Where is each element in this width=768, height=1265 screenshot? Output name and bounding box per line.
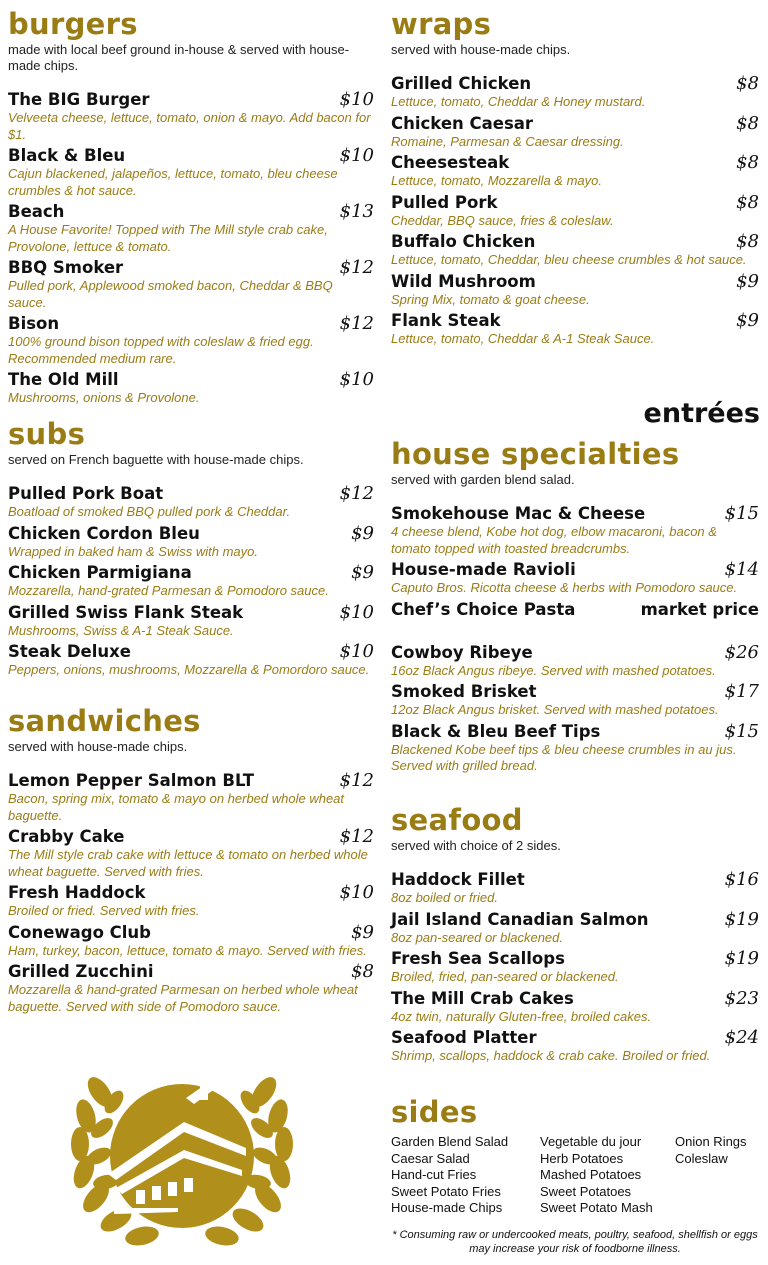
menu-item-header bbox=[391, 722, 759, 742]
menu-item-header bbox=[8, 90, 374, 110]
menu-item-name: Seafood Platter bbox=[391, 1028, 537, 1047]
menu-item-price: $24 bbox=[724, 1027, 759, 1048]
menu-item-name: Chicken Cordon Bleu bbox=[8, 523, 200, 543]
menu-item-price: $10 bbox=[339, 89, 374, 110]
menu-item-description: Mozzarella, hand-grated Parmesan & Pomodoro sauce. bbox=[8, 583, 329, 598]
menu-item-price: $8 bbox=[736, 231, 759, 252]
burgers-title: burgers bbox=[8, 7, 138, 41]
menu-item-name: Pulled Pork Boat bbox=[8, 484, 164, 503]
menu-item-description: Boatload of smoked BBQ pulled pork & Cheddar. bbox=[8, 504, 291, 519]
menu-item-price: $12 bbox=[339, 483, 374, 504]
sandwiches-items bbox=[8, 771, 374, 1015]
menu-item-name: Fresh Sea Scallops bbox=[391, 949, 565, 968]
menu-item bbox=[391, 682, 759, 719]
menu-item bbox=[8, 370, 374, 407]
menu-item-header bbox=[391, 153, 759, 173]
menu-item bbox=[391, 949, 759, 986]
menu-item-price: $9 bbox=[736, 270, 759, 292]
menu-item-description: A House Favorite! Topped with The Mill style crab cake, Provolone, lettuce & tomato. bbox=[8, 222, 328, 254]
menu-item-name: Smokehouse Mac & Cheese bbox=[391, 504, 646, 523]
menu-item-name: Chef’s Choice Pasta bbox=[391, 599, 576, 619]
menu-item-name: Grilled Swiss Flank Steak bbox=[8, 602, 244, 622]
menu-item-header bbox=[8, 642, 374, 662]
side-item: Garden Blend Salad bbox=[391, 1134, 509, 1149]
menu-item-name: Buffalo Chicken bbox=[391, 232, 536, 251]
side-item: Coleslaw bbox=[675, 1150, 728, 1166]
menu-item bbox=[391, 114, 759, 151]
sides-column bbox=[540, 1134, 675, 1217]
menu-item-description: Lettuce, tomato, Mozzarella & mayo. bbox=[391, 173, 602, 188]
menu-item-header bbox=[8, 314, 374, 334]
menu-item-header bbox=[8, 923, 374, 943]
side-item: Sweet Potato Mash bbox=[540, 1200, 653, 1215]
menu-item-header bbox=[8, 563, 374, 583]
sides-list bbox=[391, 1134, 759, 1217]
menu-item-name: Cowboy Ribeye bbox=[391, 642, 533, 662]
side-item: Sweet Potato Fries bbox=[391, 1183, 501, 1199]
menu-item-header bbox=[391, 949, 759, 969]
menu-item-header bbox=[8, 202, 374, 222]
menu-item-header bbox=[391, 682, 759, 702]
menu-item-header bbox=[8, 370, 374, 390]
menu-item-name: Grilled Zucchini bbox=[8, 962, 154, 981]
item-spacer bbox=[391, 623, 759, 643]
menu-item bbox=[8, 642, 374, 679]
menu-item bbox=[391, 311, 759, 348]
menu-item-price: market price bbox=[640, 599, 759, 619]
menu-item-description: Shrimp, scallops, haddock & crab cake. Broiled or fried. bbox=[391, 1048, 711, 1063]
menu-item-header bbox=[391, 193, 759, 213]
menu-item-header bbox=[8, 258, 374, 278]
menu-item-price: $19 bbox=[724, 908, 759, 930]
subs-title: subs bbox=[8, 417, 86, 451]
menu-item-name: Conewago Club bbox=[8, 922, 151, 942]
menu-item-header bbox=[391, 989, 759, 1009]
menu-item-name: Beach bbox=[8, 202, 65, 221]
menu-item-description: Wrapped in baked ham & Swiss with mayo. bbox=[8, 543, 258, 559]
menu-item-header bbox=[391, 870, 759, 890]
menu-item-header bbox=[8, 771, 374, 791]
menu-item bbox=[8, 563, 374, 600]
menu-item-name: Steak Deluxe bbox=[8, 642, 131, 661]
menu-item-name: Jail Island Canadian Salmon bbox=[391, 909, 649, 929]
menu-item-name: Cheesesteak bbox=[391, 153, 510, 172]
menu-item-name: Chicken Caesar bbox=[391, 113, 534, 133]
menu-item-description: Velveeta cheese, lettuce, tomato, onion & mayo. Add bacon for $1. bbox=[8, 110, 371, 142]
burgers-subtitle: made with local beef ground in-house & served with house-made chips. bbox=[8, 42, 350, 73]
menu-item bbox=[391, 74, 759, 111]
menu-item-name: The BIG Burger bbox=[8, 90, 150, 109]
menu-item bbox=[8, 258, 374, 311]
menu-item bbox=[391, 193, 759, 230]
menu-item-price: $8 bbox=[351, 961, 374, 982]
menu-item-description: Cheddar, BBQ sauce, fries & coleslaw. bbox=[391, 212, 614, 228]
menu-item bbox=[391, 272, 759, 309]
menu-item-description: Peppers, onions, mushrooms, Mozzarella & Pomordoro sauce. bbox=[8, 662, 370, 677]
house-specialties-title: house specialties bbox=[391, 437, 680, 471]
menu-item-header bbox=[391, 910, 759, 930]
wraps-subtitle: served with house-made chips. bbox=[391, 42, 571, 57]
menu-item-price: $8 bbox=[736, 191, 759, 213]
menu-item-description: Caputo Bros. Ricotta cheese & herbs with Pomodoro sauce. bbox=[391, 580, 738, 595]
menu-item bbox=[391, 643, 759, 680]
side-item: Sweet Potatoes bbox=[540, 1183, 632, 1199]
menu-item-description: Mushrooms, Swiss & A-1 Steak Sauce. bbox=[8, 622, 234, 638]
side-item: Hand-cut Fries bbox=[391, 1167, 477, 1182]
menu-item-header bbox=[8, 484, 374, 504]
menu-item-price: $8 bbox=[736, 152, 759, 173]
menu-item-price: $26 bbox=[724, 641, 759, 663]
menu-item-description: Romaine, Parmesan & Caesar dressing. bbox=[391, 133, 624, 149]
menu-item-header bbox=[8, 524, 374, 544]
sandwiches-section bbox=[8, 705, 374, 1018]
menu-item-name: The Old Mill bbox=[8, 370, 119, 389]
menu-item-description: Mozzarella & hand-grated Parmesan on herbed whole wheat baguette. Served with side of Pomodoro sauce. bbox=[8, 982, 358, 1014]
menu-item-description: Broiled, fried, pan-seared or blackened. bbox=[391, 969, 619, 984]
menu-item-description: 8oz pan-seared or blackened. bbox=[391, 929, 564, 945]
foodborne-illness-disclaimer: * Consuming raw or undercooked meats, poultry, seafood, shellfish or eggs may increase your risk of foodborne illness. bbox=[392, 1229, 758, 1255]
menu-item-name: Lemon Pepper Salmon BLT bbox=[8, 771, 255, 790]
menu-item-price: $9 bbox=[351, 921, 374, 943]
menu-item-price: $17 bbox=[724, 681, 759, 702]
menu-item bbox=[391, 504, 759, 557]
menu-item bbox=[391, 232, 759, 269]
menu-item-price: $10 bbox=[339, 601, 374, 623]
menu-item-header bbox=[391, 504, 759, 524]
menu-item-name: BBQ Smoker bbox=[8, 258, 124, 277]
sandwiches-subtitle: served with house-made chips. bbox=[8, 739, 188, 754]
menu-item-price: $10 bbox=[339, 369, 374, 390]
seafood-subtitle: served with choice of 2 sides. bbox=[391, 838, 561, 853]
sides-column bbox=[675, 1134, 747, 1217]
wraps-section bbox=[391, 8, 759, 351]
menu-item-price: $8 bbox=[736, 73, 759, 94]
side-item: Mashed Potatoes bbox=[540, 1167, 642, 1182]
seafood-section bbox=[391, 804, 759, 1068]
menu-item bbox=[8, 202, 374, 255]
menu-item-price: $12 bbox=[339, 257, 374, 278]
menu-item bbox=[8, 771, 374, 824]
sides-column bbox=[391, 1134, 540, 1217]
menu-item bbox=[391, 989, 759, 1026]
menu-item bbox=[391, 910, 759, 947]
house-specialties-subtitle: served with garden blend salad. bbox=[391, 472, 575, 487]
menu-item bbox=[391, 1028, 759, 1065]
menu-item-price: $12 bbox=[339, 770, 374, 791]
menu-item-header bbox=[391, 311, 759, 331]
menu-item-price: $16 bbox=[724, 869, 759, 890]
menu-item-price: $13 bbox=[339, 201, 374, 222]
menu-item-description: Mushrooms, onions & Provolone. bbox=[8, 390, 200, 405]
menu-item-description: Lettuce, tomato, Cheddar, bleu cheese crumbles & hot sauce. bbox=[391, 252, 747, 267]
side-item: Herb Potatoes bbox=[540, 1150, 624, 1166]
menu-item-name: Grilled Chicken bbox=[391, 74, 532, 93]
menu-item bbox=[8, 883, 374, 920]
menu-item-description: 4oz twin, naturally Gluten-free, broiled cakes. bbox=[391, 1008, 652, 1024]
menu-item-description: The Mill style crab cake with lettuce & tomato on herbed whole wheat baguette. Served with fries. bbox=[8, 847, 368, 879]
side-item: House-made Chips bbox=[391, 1200, 503, 1215]
mill-wreath-logo-icon bbox=[66, 1058, 298, 1259]
menu-item bbox=[8, 603, 374, 640]
menu-item-header bbox=[391, 600, 759, 620]
menu-item-description: Pulled pork, Applewood smoked bacon, Cheddar & BBQ sauce. bbox=[8, 278, 333, 310]
menu-item-name: Pulled Pork bbox=[391, 192, 498, 212]
menu-item-header bbox=[391, 114, 759, 134]
menu-item-description: 4 cheese blend, Kobe hot dog, elbow macaroni, bacon & tomato topped with toasted breadcrumbs. bbox=[391, 524, 717, 556]
menu-item-description: Ham, turkey, bacon, lettuce, tomato & mayo. Served with fries. bbox=[8, 942, 367, 958]
seafood-title: seafood bbox=[391, 803, 523, 837]
menu-item-description: Bacon, spring mix, tomato & mayo on herbed whole wheat baguette. bbox=[8, 791, 345, 823]
entrees-heading: entrées bbox=[643, 398, 760, 429]
menu-item bbox=[391, 722, 759, 775]
wraps-title: wraps bbox=[391, 7, 492, 41]
menu-item-name: Haddock Fillet bbox=[391, 870, 525, 889]
menu-item-header bbox=[391, 74, 759, 94]
menu-item-description: 16oz Black Angus ribeye. Served with mashed potatoes. bbox=[391, 662, 716, 678]
menu-item-price: $14 bbox=[724, 559, 759, 580]
menu-item-name: Black & Bleu bbox=[8, 146, 126, 165]
menu-item-price: $23 bbox=[724, 987, 759, 1009]
menu-item bbox=[391, 600, 759, 620]
menu-item-header bbox=[8, 962, 374, 982]
sides-title: sides bbox=[391, 1095, 478, 1129]
wraps-items bbox=[391, 74, 759, 348]
sandwiches-title: sandwiches bbox=[8, 704, 201, 738]
menu-item-price: $12 bbox=[339, 826, 374, 847]
menu-item-header bbox=[8, 146, 374, 166]
menu-item-header bbox=[391, 1028, 759, 1048]
menu-item bbox=[391, 560, 759, 597]
menu-item bbox=[391, 153, 759, 190]
menu-item-price: $10 bbox=[339, 641, 374, 662]
menu-item-description: Cajun blackened, jalapeños, lettuce, tomato, bleu cheese crumbles & hot sauce. bbox=[8, 166, 338, 198]
menu-item-name: Chicken Parmigiana bbox=[8, 563, 192, 582]
menu-item bbox=[8, 923, 374, 960]
menu-item-name: Smoked Brisket bbox=[391, 682, 537, 701]
menu-item-header bbox=[391, 272, 759, 292]
menu-item-header bbox=[391, 643, 759, 663]
side-item: Vegetable du jour bbox=[540, 1134, 642, 1149]
burgers-section bbox=[8, 8, 374, 410]
menu-item bbox=[8, 827, 374, 880]
menu-item-name: Fresh Haddock bbox=[8, 883, 146, 902]
menu-item-price: $8 bbox=[736, 112, 759, 134]
menu-item-price: $10 bbox=[339, 882, 374, 903]
menu-item-description: Lettuce, tomato, Cheddar & A-1 Steak Sauce. bbox=[391, 331, 655, 346]
house-specialties-section bbox=[391, 438, 759, 778]
menu-item-header bbox=[8, 827, 374, 847]
house-specialties-items bbox=[391, 504, 759, 775]
menu-item-description: 8oz boiled or fried. bbox=[391, 890, 498, 905]
menu-item-price: $9 bbox=[736, 310, 759, 331]
menu-item bbox=[8, 146, 374, 199]
sides-section bbox=[391, 1096, 759, 1217]
menu-item-price: $9 bbox=[351, 522, 374, 544]
menu-item bbox=[8, 484, 374, 521]
menu-item-description: Spring Mix, tomato & goat cheese. bbox=[391, 291, 590, 307]
burgers-items bbox=[8, 90, 374, 407]
menu-item-name: Wild Mushroom bbox=[391, 271, 536, 291]
menu-item-name: Black & Bleu Beef Tips bbox=[391, 721, 601, 741]
menu-item-description: 12oz Black Angus brisket. Served with mashed potatoes. bbox=[391, 702, 719, 717]
menu-item-name: The Mill Crab Cakes bbox=[391, 988, 574, 1008]
menu-item-price: $19 bbox=[724, 948, 759, 969]
menu-item-name: Flank Steak bbox=[391, 311, 501, 330]
menu-item-header bbox=[391, 232, 759, 252]
seafood-items bbox=[391, 870, 759, 1065]
menu-item bbox=[8, 962, 374, 1015]
menu-item-description: Lettuce, tomato, Cheddar & Honey mustard. bbox=[391, 94, 646, 109]
menu-item-header bbox=[8, 883, 374, 903]
menu-item bbox=[8, 314, 374, 367]
menu-item-name: Bison bbox=[8, 314, 60, 333]
subs-subtitle: served on French baguette with house-made chips. bbox=[8, 452, 304, 467]
menu-item-description: Broiled or fried. Served with fries. bbox=[8, 903, 200, 918]
menu-item-price: $10 bbox=[339, 145, 374, 166]
menu-item bbox=[8, 90, 374, 143]
menu-item-price: $9 bbox=[351, 562, 374, 583]
menu-item-description: 100% ground bison topped with coleslaw & fried egg. Recommended medium rare. bbox=[8, 334, 314, 366]
menu-item-price: $15 bbox=[724, 503, 759, 524]
menu-item bbox=[8, 524, 374, 561]
side-item: Caesar Salad bbox=[391, 1150, 470, 1166]
menu-item-price: $12 bbox=[339, 313, 374, 334]
subs-items bbox=[8, 484, 374, 679]
menu-item bbox=[391, 870, 759, 907]
menu-item-header bbox=[391, 560, 759, 580]
menu-item-name: Crabby Cake bbox=[8, 827, 125, 846]
menu-item-header bbox=[8, 603, 374, 623]
subs-section bbox=[8, 418, 374, 682]
side-item: Onion Rings bbox=[675, 1134, 747, 1149]
menu-item-price: $15 bbox=[724, 720, 759, 742]
menu-item-description: Blackened Kobe beef tips & bleu cheese crumbles in au jus. Served with grilled bread. bbox=[391, 741, 737, 773]
menu-item-name: House-made Ravioli bbox=[391, 560, 576, 579]
